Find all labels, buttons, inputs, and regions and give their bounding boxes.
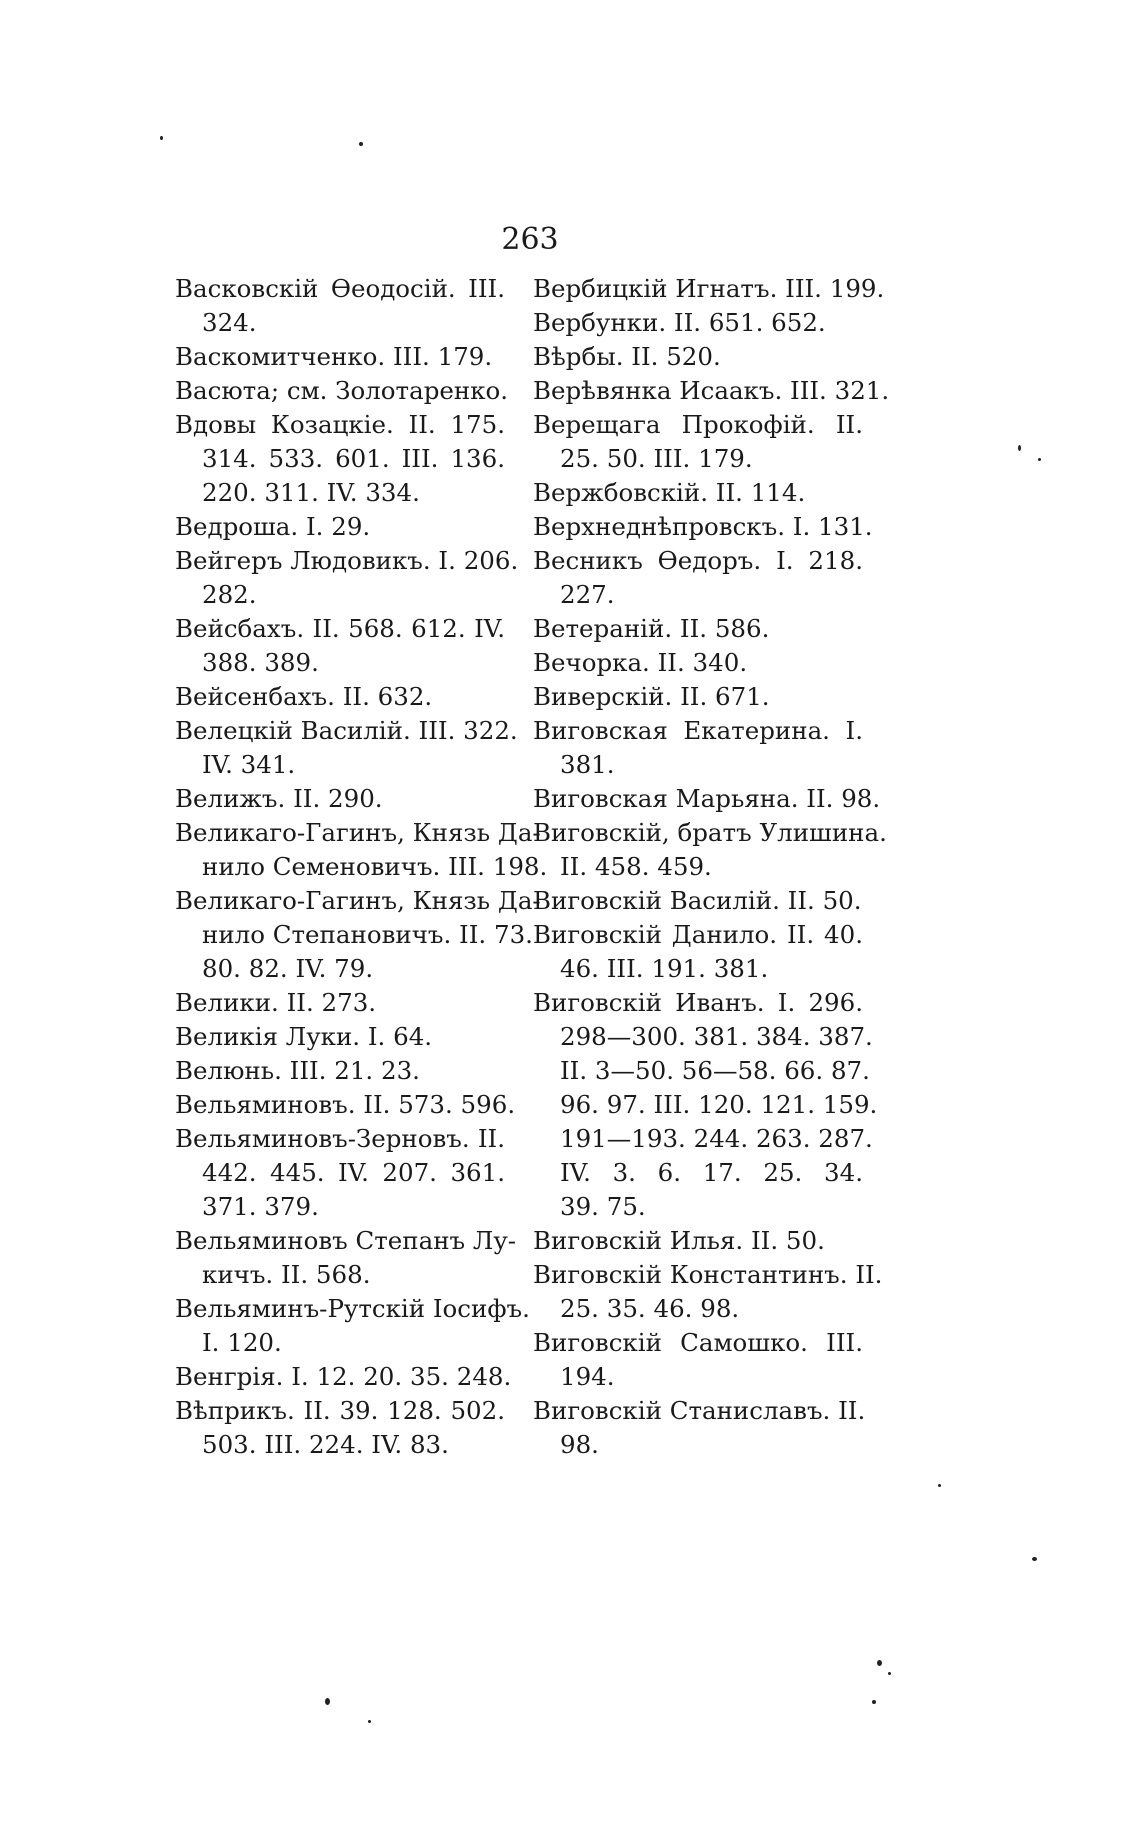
index-entry: [533, 782, 881, 816]
index-entry-line: Вельяминовъ. II. 573. 596.: [175, 1090, 516, 1119]
right-index-column: [533, 272, 890, 1462]
index-entry-line: Вейсенбахъ. II. 632.: [175, 682, 433, 711]
index-entry-line: Вельяминовъ Степанъ Лу-: [175, 1226, 517, 1255]
index-entry: [175, 986, 505, 1020]
index-entry-line: 98.: [560, 1430, 599, 1459]
index-entry-line: 25. 35. 46. 98.: [560, 1294, 740, 1323]
index-entry: [533, 306, 863, 340]
index-entry-line: Виговская Марьяна. II. 98.: [533, 784, 881, 813]
index-entry-line: Ветераній. II. 586.: [533, 614, 770, 643]
index-entry-line: кичъ. II. 568.: [202, 1260, 371, 1289]
index-entry-line: Вербицкій Игнатъ. III. 199.: [533, 274, 885, 303]
index-entry: [533, 408, 863, 476]
index-entry-line: Вержбовскій. II. 114.: [533, 478, 806, 507]
index-entry-line: Вейгеръ Людовикъ. I. 206.: [175, 546, 519, 575]
index-entry: [533, 884, 863, 918]
print-speck: [872, 1700, 876, 1704]
index-entry: [533, 986, 878, 1224]
index-entry: [533, 714, 863, 782]
index-entry-line: 371. 379.: [202, 1192, 319, 1221]
index-entry: [175, 1122, 505, 1224]
page-number: 263: [501, 222, 559, 257]
index-entry: [175, 408, 505, 510]
index-entry-line: Велижъ. II. 290.: [175, 784, 383, 813]
index-entry-line: Великаго-Гагинъ, Князь Да-: [175, 886, 541, 915]
index-entry-line: II. 3—50. 56—58. 66. 87.: [560, 1056, 870, 1085]
index-entry-line: II. 458. 459.: [560, 852, 712, 881]
index-entry-line: 381.: [560, 750, 615, 779]
index-entry: [175, 1088, 516, 1122]
index-entry-line: 227.: [560, 580, 615, 609]
index-entry: [175, 1020, 505, 1054]
index-entry-line: 39. 75.: [560, 1192, 646, 1221]
index-entry-line: 220. 311. IV. 334.: [202, 478, 420, 507]
index-entry-line: Вербунки. II. 651. 652.: [533, 308, 826, 337]
index-entry-line: Велецкій Василій. III. 322.: [175, 716, 518, 745]
index-entry-line: Вѣрбы. II. 520.: [533, 342, 721, 371]
index-entry-line: Виговскій Константинъ. II.: [533, 1260, 883, 1289]
index-entry-line: Велики. II. 273.: [175, 988, 377, 1017]
index-entry: [175, 374, 509, 408]
index-entry-line: IV. 341.: [202, 750, 296, 779]
index-entry-line: Верѣвянка Исаакъ. III. 321.: [533, 376, 890, 405]
index-entry-line: 282.: [202, 580, 257, 609]
index-entry: [175, 714, 518, 782]
index-entry: [533, 510, 873, 544]
index-entry-line: 388. 389.: [202, 648, 319, 677]
index-entry-line: Вельяминъ-Рутскій Іосифъ.: [175, 1294, 530, 1323]
index-entry: [533, 476, 863, 510]
index-entry: [175, 1394, 505, 1462]
index-entry-line: Вдовы Козацкіе. II. 175.: [175, 410, 505, 439]
index-entry-line: Венгрія. I. 12. 20. 35. 248.: [175, 1362, 512, 1391]
index-entry: [533, 272, 885, 306]
index-entry-line: 80. 82. IV. 79.: [202, 954, 374, 983]
index-entry-line: 314. 533. 601. III. 136.: [202, 444, 505, 473]
left-index-column: [175, 272, 548, 1462]
index-entry-line: Виверскій. II. 671.: [533, 682, 770, 711]
index-entry-line: 194.: [560, 1362, 615, 1391]
print-speck: [877, 1660, 882, 1666]
print-speck: [325, 1698, 330, 1705]
index-entry-line: Ведроша. I. 29.: [175, 512, 371, 541]
index-entry: [175, 680, 505, 714]
print-speck: [938, 1484, 941, 1487]
print-speck: [359, 142, 363, 146]
index-entry-line: Виговскій, братъ Улишина.: [533, 818, 887, 847]
index-entry: [175, 1360, 512, 1394]
index-entry: [175, 1224, 517, 1292]
index-entry-line: I. 120.: [202, 1328, 282, 1357]
index-entry-line: 191—193. 244. 263. 287.: [560, 1124, 873, 1153]
index-entry: [175, 340, 505, 374]
index-entry-line: Верхнеднѣпровскъ. I. 131.: [533, 512, 873, 541]
print-speck: [1038, 458, 1041, 461]
index-entry-line: 442. 445. IV. 207. 361.: [202, 1158, 505, 1187]
index-entry: [175, 884, 541, 986]
index-entry-line: Весникъ Ѳедоръ. I. 218.: [533, 546, 863, 575]
index-entry-line: Верещага Прокофій. II.: [533, 410, 863, 439]
index-entry-line: 298—300. 381. 384. 387.: [560, 1022, 873, 1051]
index-entry: [175, 1292, 530, 1360]
index-entry: [533, 340, 863, 374]
index-entry-line: Великаго-Гагинъ, Князь Да-: [175, 818, 541, 847]
index-entry-line: Виговскій Илья. II. 50.: [533, 1226, 825, 1255]
index-entry-line: Васкомитченко. III. 179.: [175, 342, 493, 371]
print-speck: [368, 1720, 371, 1723]
index-entry: [175, 782, 505, 816]
index-entry-line: Великія Луки. I. 64.: [175, 1022, 433, 1051]
index-entry-line: Виговская Екатерина. I.: [533, 716, 863, 745]
index-entry-line: нило Семеновичъ. III. 198.: [202, 852, 548, 881]
index-entry-line: Виговскій Самошко. III.: [533, 1328, 863, 1357]
index-entry: [175, 612, 505, 680]
index-entry: [175, 510, 505, 544]
index-entry-line: Васковскій Ѳеодосій. III.: [175, 274, 505, 303]
index-entry: [533, 1258, 883, 1326]
index-entry-line: 503. III. 224. IV. 83.: [202, 1430, 449, 1459]
index-entry: [533, 680, 863, 714]
index-entry: [175, 272, 505, 340]
index-entry-line: нило Степановичъ. II. 73.: [202, 920, 533, 949]
print-speck: [1032, 1557, 1037, 1561]
index-entry-line: Виговскій Василій. II. 50.: [533, 886, 862, 915]
index-entry: [533, 1224, 863, 1258]
index-entry: [175, 1054, 505, 1088]
index-entry-line: 324.: [202, 308, 257, 337]
print-speck: [888, 1672, 891, 1675]
index-entry: [533, 1326, 863, 1394]
index-entry-line: Вельяминовъ-Зерновъ. II.: [175, 1124, 505, 1153]
index-entry: [533, 816, 887, 884]
index-entry: [533, 918, 863, 986]
index-entry-line: Виговскій Иванъ. I. 296.: [533, 988, 863, 1017]
index-entry-line: IV. 3. 6. 17. 25. 34.: [560, 1158, 863, 1187]
index-entry-line: Велюнь. III. 21. 23.: [175, 1056, 420, 1085]
index-entry-line: Виговскій Станиславъ. II.: [533, 1396, 866, 1425]
index-entry: [533, 544, 863, 612]
index-entry-line: Вейсбахъ. II. 568. 612. IV.: [175, 614, 505, 643]
index-entry: [175, 816, 548, 884]
index-entry-line: 25. 50. III. 179.: [560, 444, 753, 473]
index-entry-line: Виговскій Данило. II. 40.: [533, 920, 863, 949]
index-entry: [175, 544, 519, 612]
index-entry: [533, 612, 863, 646]
index-entry-line: Васюта; см. Золотаренко.: [175, 376, 509, 405]
index-entry-line: Вѣприкъ. II. 39. 128. 502.: [175, 1396, 505, 1425]
print-speck: [160, 136, 163, 140]
index-entry-line: 96. 97. III. 120. 121. 159.: [560, 1090, 878, 1119]
print-speck: [1018, 445, 1021, 451]
index-entry-line: Вечорка. II. 340.: [533, 648, 748, 677]
index-entry: [533, 1394, 866, 1462]
index-entry-line: 46. III. 191. 381.: [560, 954, 769, 983]
index-entry: [533, 646, 863, 680]
index-entry: [533, 374, 890, 408]
